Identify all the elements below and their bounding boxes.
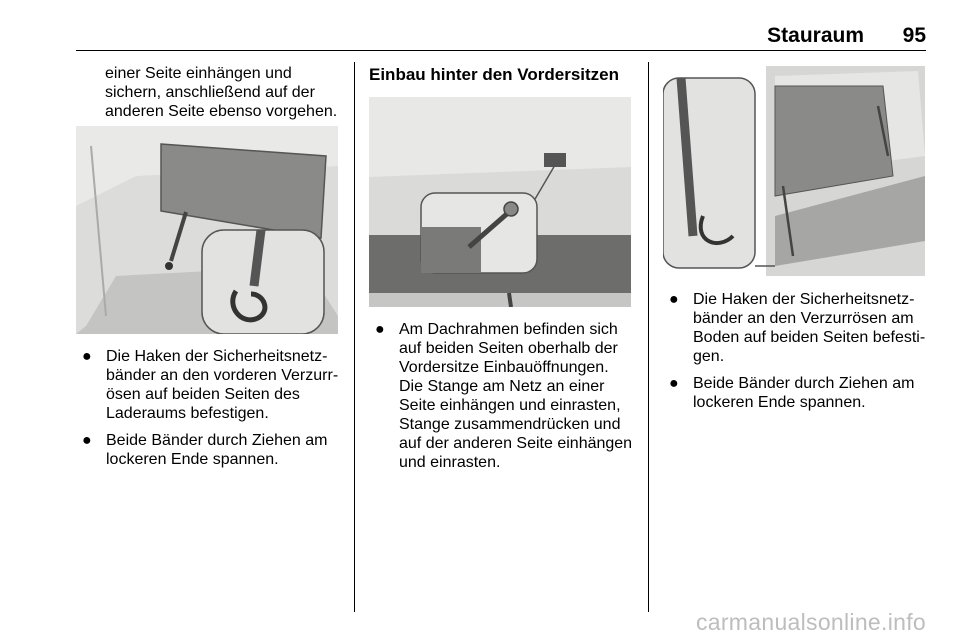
- bullet-icon: ●: [82, 348, 92, 365]
- list-item: ● Beide Bänder durch Ziehen am lockeren Ende spannen.: [669, 375, 915, 411]
- figure-cargo-net-rear: [76, 126, 338, 334]
- bullet-icon: ●: [375, 321, 385, 338]
- list-item: ● Am Dachrahmen befinden sich auf beiden Seiten oberhalb der Vordersitze Einbauöffnungen. Die Stange am Netz an einer Seite einhängen und einrasten, Stange zusammendrücken und auf der anderen Seite einhängen und einrasten.: [375, 321, 633, 471]
- list-item: ● Die Haken der Sicherheitsnetz-bänder an den vorderen Verzurr-ösen auf beiden Seiten des Laderaums befestigen.: [82, 348, 339, 422]
- column-1: [76, 64, 340, 121]
- column-2: [369, 64, 635, 86]
- bullet-icon: ●: [82, 432, 92, 449]
- column-divider-1: [354, 62, 355, 612]
- column-divider-2: [648, 62, 649, 612]
- column-1-list: [76, 347, 340, 477]
- page-section-title: Stauraum: [767, 24, 864, 47]
- column-3-list: [663, 290, 927, 420]
- page-number: 95: [902, 24, 926, 47]
- header-divider: [76, 50, 926, 51]
- figure-floor-anchors: [663, 66, 925, 276]
- bullet-icon: ●: [669, 291, 679, 308]
- watermark: carmanualsonline.info: [695, 609, 926, 635]
- list-item: ● Beide Bänder durch Ziehen am lockeren Ende spannen.: [82, 432, 328, 468]
- bullet-icon: ●: [669, 375, 679, 392]
- column-2-list: [369, 320, 635, 480]
- continuation-text: einer Seite einhängen und sichern, anschließend auf der anderen Seite ebenso vorgehen.: [105, 65, 338, 120]
- section-heading: Einbau hinter den Vordersitzen: [369, 65, 619, 84]
- figure-roof-mount: [369, 97, 631, 307]
- list-item: ● Die Haken der Sicherheitsnetz-bänder an den Verzurrösen am Boden auf beiden Seiten befesti-gen.: [669, 291, 926, 365]
